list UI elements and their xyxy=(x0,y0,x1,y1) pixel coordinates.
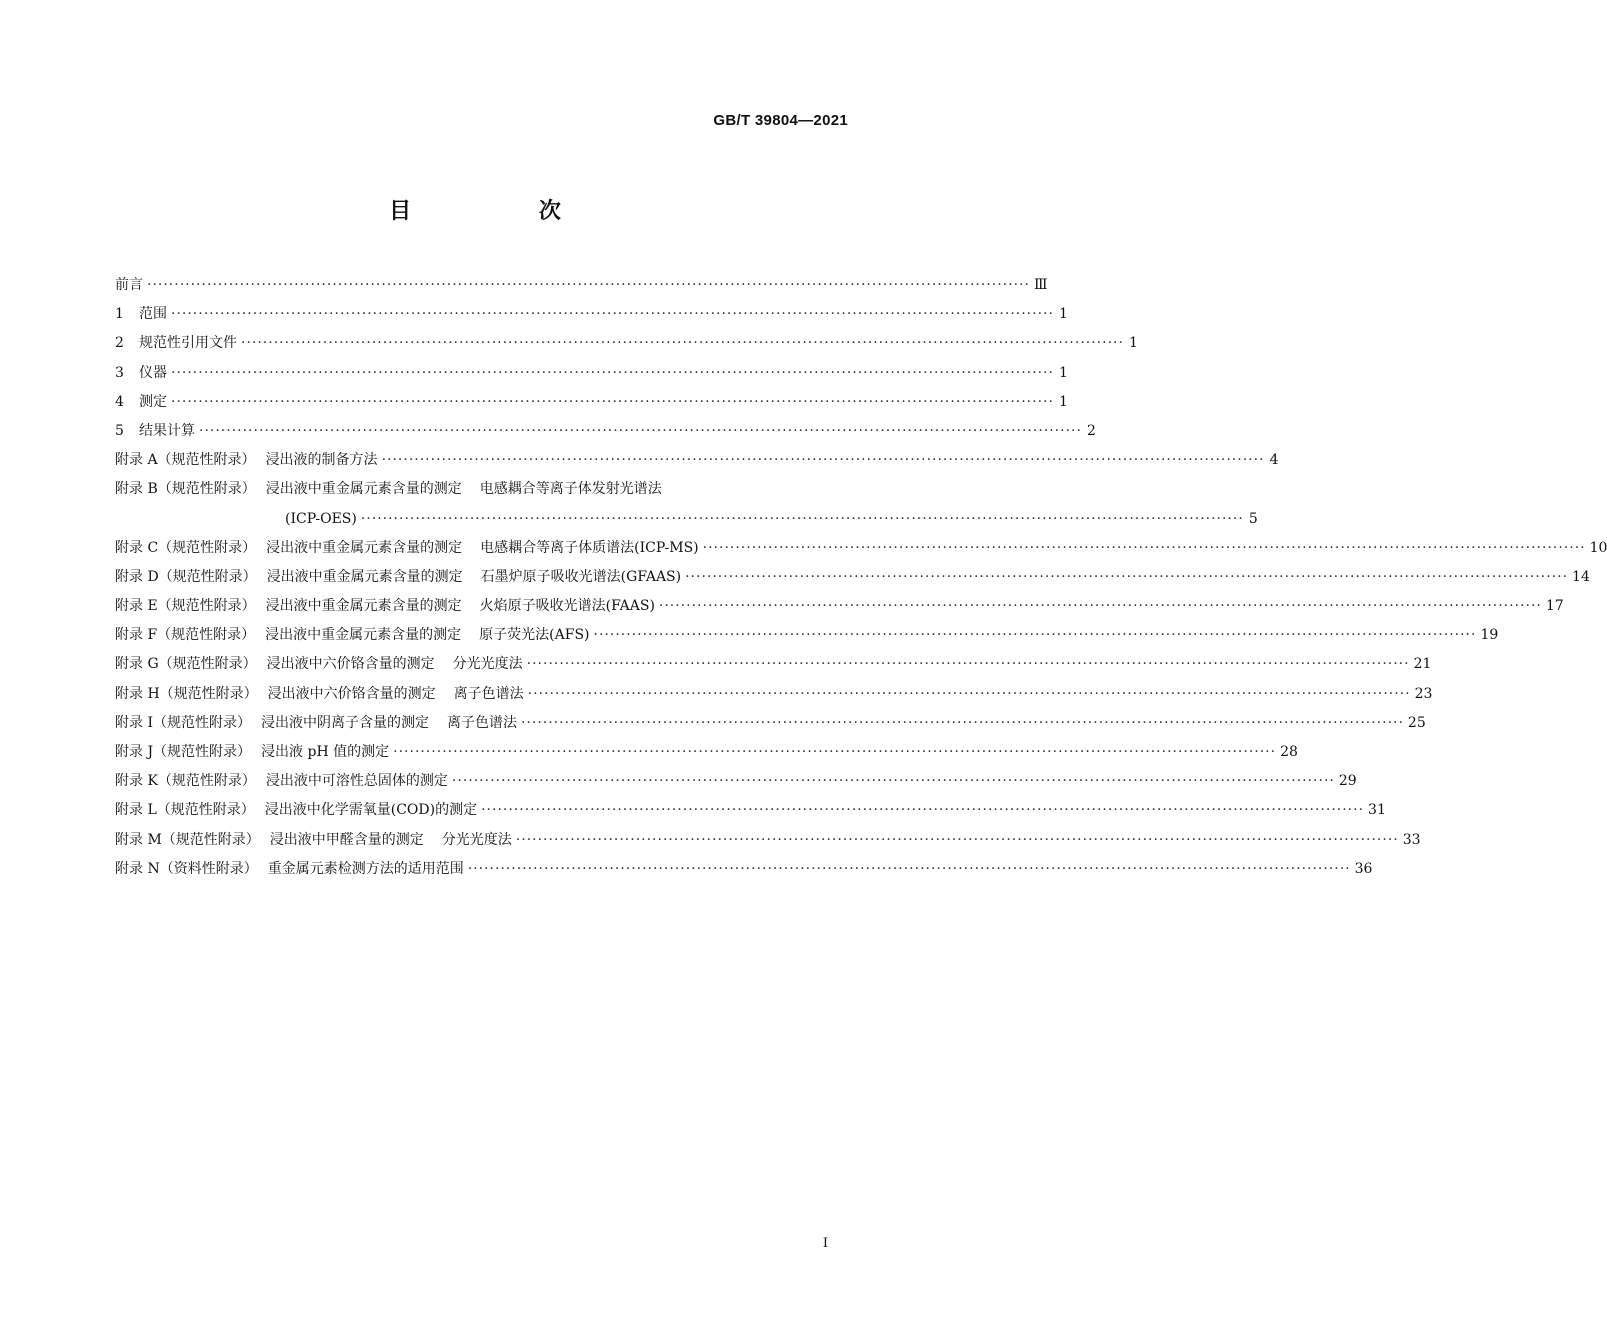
toc-entry[interactable] xyxy=(115,563,1590,592)
toc-page-number: 36 xyxy=(1354,860,1373,877)
toc-leader-dots xyxy=(659,592,1542,621)
toc-entry[interactable] xyxy=(115,738,1298,767)
toc-appendix-prefix: 附录 L（规范性附录） xyxy=(115,802,255,819)
toc-page-number: 28 xyxy=(1280,744,1298,760)
toc-entry-title: (ICP-OES) xyxy=(285,510,357,527)
toc-leader-dots xyxy=(147,271,1030,300)
toc-entry-title: 浸出液中重金属元素含量的测定 xyxy=(265,627,462,644)
toc-entry-label xyxy=(115,855,464,884)
toc-entry-label xyxy=(115,475,662,504)
toc-page-number: 31 xyxy=(1368,802,1386,819)
toc-section-number: 3 xyxy=(115,364,124,381)
toc-leader-dots xyxy=(703,534,1586,563)
toc-entry-title: 重金属元素检测方法的适用范围 xyxy=(267,860,464,877)
toc-page-number: 1 xyxy=(1059,364,1068,381)
toc-entry-title: 规范性引用文件 xyxy=(139,335,237,352)
toc-leader-dots xyxy=(452,767,1335,796)
toc-entry-method: 电感耦合等离子体质谱法(ICP-MS) xyxy=(480,539,699,556)
toc-page-number: 23 xyxy=(1414,685,1433,702)
toc-entry[interactable] xyxy=(115,359,1068,388)
toc-leader-dots xyxy=(382,446,1265,475)
toc-appendix-prefix: 附录 C（规范性附录） xyxy=(115,539,257,556)
toc-entry-label xyxy=(115,767,448,796)
toc-entry-title: 浸出液中可溶性总固体的测定 xyxy=(265,773,448,790)
toc-entry[interactable] xyxy=(115,417,1096,446)
toc-leader-dots xyxy=(528,680,1411,709)
toc-entry-label xyxy=(115,417,195,446)
toc-entry-title: 结果计算 xyxy=(139,422,195,439)
toc-entry-title: 浸出液中重金属元素含量的测定 xyxy=(266,568,463,585)
toc-page-number: 10 xyxy=(1589,539,1607,556)
toc-entry-method: 原子荧光法(AFS) xyxy=(479,627,590,644)
toc-entry-method: 火焰原子吸收光谱法(FAAS) xyxy=(479,598,655,615)
toc-entry[interactable] xyxy=(115,592,1564,621)
toc-page-number: 2 xyxy=(1087,422,1096,439)
toc-entry-title: 浸出液中化学需氧量(COD)的测定 xyxy=(264,802,478,819)
toc-leader-dots xyxy=(468,855,1351,884)
toc-entry-title: 浸出液中阴离子含量的测定 xyxy=(260,714,429,731)
toc-entry-title: 范围 xyxy=(139,306,167,323)
toc-entry-title: 测定 xyxy=(139,393,167,410)
toc-appendix-prefix: 附录 H（规范性附录） xyxy=(115,685,258,702)
toc-page-number: 14 xyxy=(1572,568,1590,585)
toc-page-number: 1 xyxy=(1129,335,1138,352)
toc-entry-title: 前言 xyxy=(115,277,143,293)
toc-appendix-prefix: 附录 J（规范性附录） xyxy=(115,744,252,760)
toc-entry[interactable] xyxy=(115,475,848,504)
toc-section-number: 5 xyxy=(115,422,124,439)
toc-entry-label xyxy=(115,738,389,767)
toc-entry[interactable] xyxy=(115,534,1607,563)
toc-section-number: 1 xyxy=(115,306,124,323)
toc-entry-label xyxy=(115,680,524,709)
toc-entry-title: 浸出液中六价铬含量的测定 xyxy=(267,685,436,702)
toc-appendix-prefix: 附录 N（资料性附录） xyxy=(115,860,258,877)
toc-entry-method: 离子色谱法 xyxy=(453,685,524,702)
toc-page-number: 1 xyxy=(1059,306,1068,323)
toc-entry-label xyxy=(115,359,167,388)
page-title: 目 次 xyxy=(389,199,621,224)
toc-appendix-prefix: 附录 A（规范性附录） xyxy=(115,452,256,469)
toc-entry[interactable] xyxy=(115,826,1421,855)
toc-leader-dots xyxy=(516,826,1399,855)
toc-entry[interactable] xyxy=(115,300,1068,329)
toc-entry[interactable] xyxy=(115,796,1386,825)
toc-page-number: 17 xyxy=(1545,598,1564,615)
toc-entry[interactable] xyxy=(115,621,1499,650)
toc-page-number: 1 xyxy=(1059,393,1068,410)
toc-entry[interactable] xyxy=(115,271,1048,300)
toc-entry-label xyxy=(115,826,512,855)
toc-entry-method: 电感耦合等离子体发射光谱法 xyxy=(479,481,662,498)
toc-entry-label xyxy=(115,300,167,329)
toc-entry-label xyxy=(115,271,143,300)
toc-entry-title: 浸出液中六价铬含量的测定 xyxy=(266,656,435,673)
toc-entry-label xyxy=(115,388,167,417)
toc-section-number: 4 xyxy=(115,393,124,410)
toc-leader-dots xyxy=(685,563,1568,592)
toc-entry[interactable] xyxy=(115,329,1138,358)
toc-appendix-prefix: 附录 D（规范性附录） xyxy=(115,568,257,585)
toc-entry[interactable] xyxy=(115,709,1426,738)
toc-page-number: 25 xyxy=(1407,714,1426,731)
toc-page-number: 19 xyxy=(1480,627,1499,644)
toc-entry-label xyxy=(115,329,237,358)
toc-entry[interactable] xyxy=(115,505,1258,534)
toc-entry[interactable] xyxy=(115,680,1433,709)
toc-leader-dots xyxy=(171,359,1054,388)
toc-entry-label xyxy=(115,592,655,621)
toc-leader-dots xyxy=(527,650,1410,679)
toc-entry-label xyxy=(115,796,477,825)
toc-appendix-prefix: 附录 F（规范性附录） xyxy=(115,627,256,644)
toc-appendix-prefix: 附录 G（规范性附录） xyxy=(115,656,257,673)
toc-page-number: Ⅲ xyxy=(1033,277,1048,293)
toc-appendix-prefix: 附录 M（规范性附录） xyxy=(115,831,260,848)
toc-entry[interactable] xyxy=(115,767,1357,796)
toc-entry-title: 浸出液中甲醛含量的测定 xyxy=(269,831,424,848)
toc-section-number: 2 xyxy=(115,335,124,352)
toc-entry-label xyxy=(115,534,699,563)
toc-entry-title: 浸出液中重金属元素含量的测定 xyxy=(265,598,462,615)
toc-appendix-prefix: 附录 B（规范性附录） xyxy=(115,481,256,498)
toc-leader-dots xyxy=(199,417,1082,446)
toc-page-number: 21 xyxy=(1413,656,1432,673)
toc-entry-title: 浸出液中重金属元素含量的测定 xyxy=(265,481,462,498)
toc-entry-label xyxy=(115,650,523,679)
toc-leader-dots xyxy=(171,388,1054,417)
toc-leader-dots xyxy=(171,300,1054,329)
toc-leader-dots xyxy=(241,329,1124,358)
toc-entry-title: 仪器 xyxy=(139,364,167,381)
toc-entry-title: 浸出液中重金属元素含量的测定 xyxy=(266,539,463,556)
toc-leader-dots xyxy=(393,738,1276,767)
toc-entry-method: 分光光度法 xyxy=(441,831,512,848)
toc-entry-title: 浸出液的制备方法 xyxy=(265,452,378,469)
toc-leader-dots xyxy=(361,505,1244,534)
toc-leader-dots xyxy=(594,621,1477,650)
toc-page-number: 33 xyxy=(1402,831,1421,848)
toc-appendix-prefix: 附录 I（规范性附录） xyxy=(115,714,251,731)
toc-entry[interactable] xyxy=(115,650,1432,679)
toc-entry-label xyxy=(115,621,590,650)
toc-page-number: 29 xyxy=(1338,773,1357,790)
toc-entry-method: 分光光度法 xyxy=(452,656,523,673)
toc-entry-label xyxy=(285,505,357,534)
toc-appendix-prefix: 附录 E（规范性附录） xyxy=(115,598,256,615)
toc-entry[interactable] xyxy=(115,388,1068,417)
toc-entry-method: 石墨炉原子吸收光谱法(GFAAS) xyxy=(480,568,682,585)
table-of-contents xyxy=(115,271,1607,884)
standard-number: GB/T 39804—2021 xyxy=(713,112,848,129)
toc-entry-method: 离子色谱法 xyxy=(446,714,517,731)
toc-page-number: 5 xyxy=(1248,510,1258,527)
toc-entry-title: 浸出液 pH 值的测定 xyxy=(261,744,390,760)
toc-entry-label xyxy=(115,446,378,475)
toc-appendix-prefix: 附录 K（规范性附录） xyxy=(115,773,256,790)
page-number: I xyxy=(822,1236,828,1251)
toc-leader-dots xyxy=(481,796,1364,825)
toc-leader-dots xyxy=(521,709,1404,738)
toc-entry-label xyxy=(115,709,517,738)
toc-entry-label xyxy=(115,563,681,592)
toc-entry[interactable] xyxy=(115,446,1279,475)
toc-page-number: 4 xyxy=(1269,452,1279,469)
toc-entry[interactable] xyxy=(115,855,1373,884)
